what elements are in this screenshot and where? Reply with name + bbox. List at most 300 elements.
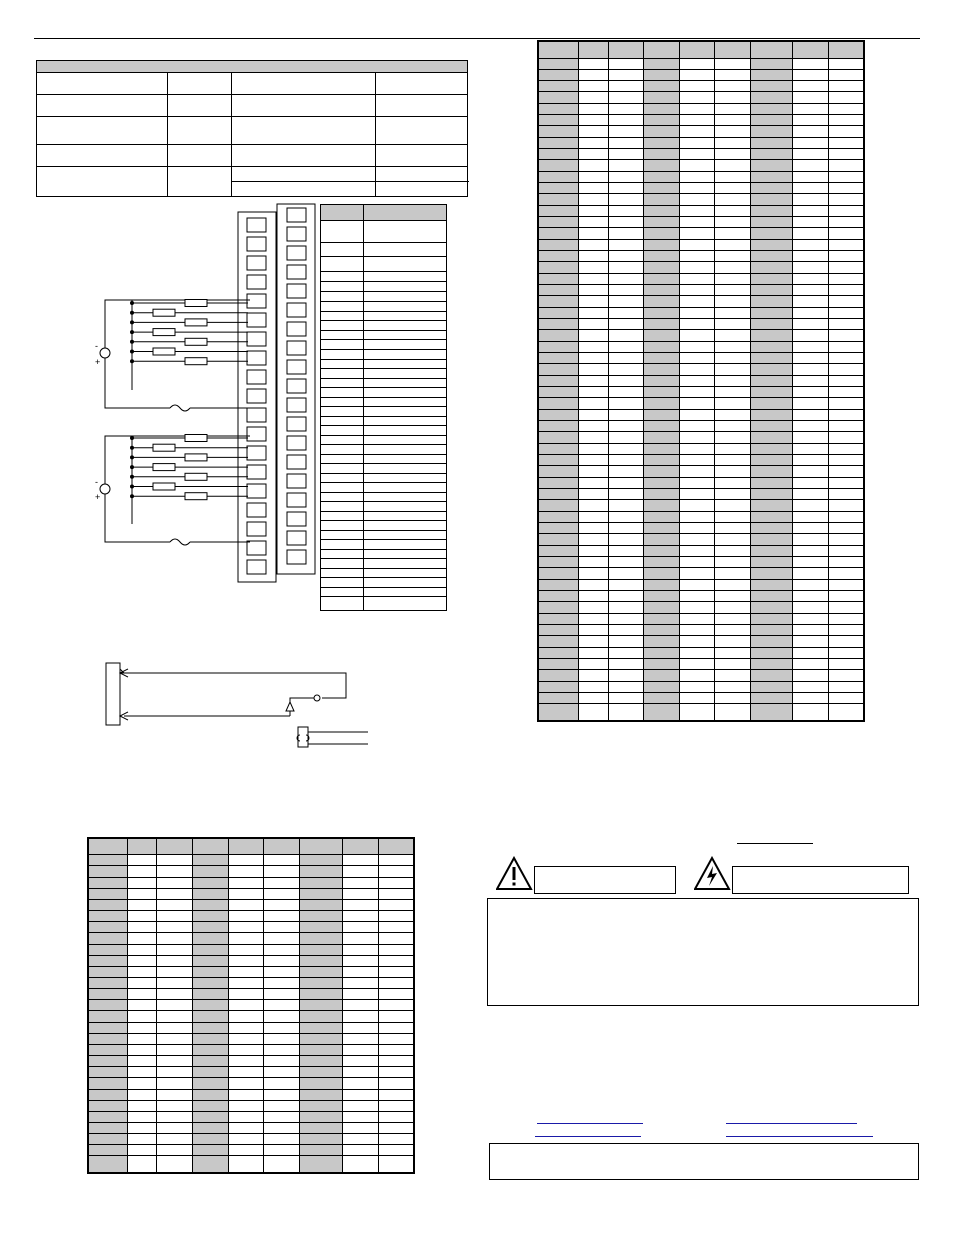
table-cell: [715, 364, 751, 375]
table-row: [538, 398, 864, 409]
table-cell: [715, 228, 751, 239]
table-cell: [680, 647, 715, 658]
table-row: [538, 183, 864, 194]
table-row: [538, 590, 864, 601]
voltage-source-bottom: [100, 484, 110, 494]
table-cell: [128, 1022, 157, 1033]
table-cell: [751, 500, 793, 511]
table-cell: [128, 1067, 157, 1078]
terminal: [287, 246, 306, 260]
table-cell: [193, 1078, 229, 1089]
table-cell: [644, 466, 680, 477]
table-row: [538, 409, 864, 420]
table-cell: [579, 103, 609, 114]
table-cell: [128, 1000, 157, 1011]
table-row: [88, 989, 414, 1000]
table-cell: [128, 955, 157, 966]
table-cell: [300, 1011, 343, 1022]
table-cell: [609, 171, 644, 182]
table-cell: [715, 556, 751, 567]
table-row: [88, 922, 414, 933]
table-cell: [538, 545, 579, 556]
link-left-bottom[interactable]: [535, 1136, 641, 1137]
table-cell: [157, 1089, 193, 1100]
table-cell: [715, 58, 751, 69]
terminal: [287, 417, 306, 431]
table-cell: [193, 1044, 229, 1055]
table-row: [538, 602, 864, 613]
table-cell: [829, 307, 865, 318]
table-cell: [644, 432, 680, 443]
table-cell: [193, 1123, 229, 1134]
table-cell: [193, 899, 229, 910]
table-cell: [793, 92, 829, 103]
table-row: [538, 81, 864, 92]
table-row: [538, 160, 864, 171]
resistor: [153, 464, 175, 471]
table-cell: [609, 704, 644, 721]
table-cell: [751, 421, 793, 432]
terminal: [287, 493, 306, 507]
table-cell: [793, 398, 829, 409]
table-cell: [751, 432, 793, 443]
table-cell: [751, 545, 793, 556]
table-cell: [229, 1033, 264, 1044]
terminal: [287, 474, 306, 488]
table-cell: [751, 647, 793, 658]
table-cell: [193, 877, 229, 888]
table-cell: [229, 922, 264, 933]
table-cell: [264, 977, 300, 988]
table-row: [538, 92, 864, 103]
table-cell: [538, 398, 579, 409]
table-cell: [751, 387, 793, 398]
bottom-data-table: [87, 837, 415, 1174]
pin-row: [321, 220, 446, 221]
link-left-top[interactable]: [537, 1123, 643, 1124]
table-cell: [379, 1056, 415, 1067]
table-cell: [644, 454, 680, 465]
table-cell: [829, 183, 865, 194]
table-cell: [538, 568, 579, 579]
table-cell: [644, 704, 680, 721]
table-cell: [751, 296, 793, 307]
table-cell: [751, 692, 793, 703]
table-cell: [193, 922, 229, 933]
table-cell: [680, 41, 715, 58]
table-cell: [157, 1011, 193, 1022]
table-cell: [300, 1000, 343, 1011]
table-cell: [579, 273, 609, 284]
table-cell: [193, 1134, 229, 1145]
table-cell: [609, 92, 644, 103]
table-cell: [644, 681, 680, 692]
table-cell: [579, 409, 609, 420]
table-cell: [644, 137, 680, 148]
table-cell: [343, 922, 379, 933]
table-row: [538, 341, 864, 352]
table-cell: [644, 387, 680, 398]
table-cell: [343, 1111, 379, 1122]
table-cell: [609, 319, 644, 330]
table-row: [538, 421, 864, 432]
table-cell: [715, 69, 751, 80]
polarity-minus: -: [95, 341, 98, 351]
table-cell: [715, 160, 751, 171]
table-cell: [751, 568, 793, 579]
table-cell: [715, 319, 751, 330]
table-cell: [579, 330, 609, 341]
table-cell: [644, 602, 680, 613]
table-cell: [829, 160, 865, 171]
table-row: [88, 1134, 414, 1145]
table-cell: [751, 375, 793, 386]
table-cell: [579, 602, 609, 613]
table-cell: [644, 41, 680, 58]
table-cell: [229, 1156, 264, 1173]
table-cell: [579, 58, 609, 69]
table-cell: [829, 341, 865, 352]
table-cell: [680, 92, 715, 103]
pin-row: [321, 339, 446, 340]
link-right-bottom[interactable]: [726, 1136, 873, 1137]
table-cell: [579, 307, 609, 318]
table-row: [538, 387, 864, 398]
table-cell: [715, 488, 751, 499]
table-cell: [644, 522, 680, 533]
table-row: [538, 69, 864, 80]
table-cell: [538, 273, 579, 284]
table-cell: [264, 1033, 300, 1044]
table-cell: [793, 658, 829, 669]
table-cell: [609, 103, 644, 114]
table-cell: [343, 1011, 379, 1022]
table-cell: [538, 239, 579, 250]
table-cell: [128, 1123, 157, 1134]
table-cell: [157, 911, 193, 922]
table-cell: [343, 966, 379, 977]
table-cell: [793, 330, 829, 341]
pin-row: [321, 463, 446, 464]
table-cell: [579, 511, 609, 522]
table-cell: [88, 1089, 128, 1100]
table-cell: [157, 855, 193, 866]
table-row: [538, 658, 864, 669]
table-cell: [793, 511, 829, 522]
table-cell: [751, 194, 793, 205]
table-row: [538, 307, 864, 318]
terminal: [247, 560, 266, 574]
table-cell: [379, 1134, 415, 1145]
table-cell: [379, 933, 415, 944]
table-cell: [680, 681, 715, 692]
table-cell: [579, 681, 609, 692]
table-cell: [793, 353, 829, 364]
table-cell: [609, 273, 644, 284]
table-cell: [715, 522, 751, 533]
table-cell: [751, 307, 793, 318]
table-cell: [644, 488, 680, 499]
table-cell: [715, 251, 751, 262]
junction-dot: [131, 360, 134, 363]
table-cell: [793, 149, 829, 160]
table-row: [538, 488, 864, 499]
table-cell: [751, 103, 793, 114]
table-cell: [751, 183, 793, 194]
table-cell: [193, 838, 229, 855]
table-cell: [793, 285, 829, 296]
table-cell: [609, 500, 644, 511]
table-cell: [680, 658, 715, 669]
table-cell: [579, 398, 609, 409]
pin-row: [321, 387, 446, 388]
table-cell: [128, 944, 157, 955]
terminal: [247, 256, 266, 270]
table-cell: [343, 899, 379, 910]
table-cell: [300, 1145, 343, 1156]
table-cell: [680, 443, 715, 454]
pin-row: [321, 291, 446, 292]
table-cell: [579, 432, 609, 443]
table-cell: [793, 636, 829, 647]
terminal: [287, 455, 306, 469]
table-cell: [609, 421, 644, 432]
table-cell: [609, 228, 644, 239]
table-cell: [751, 353, 793, 364]
table-cell: [300, 1123, 343, 1134]
table-cell: [157, 977, 193, 988]
table-cell: [715, 398, 751, 409]
table-cell: [128, 1089, 157, 1100]
table-cell: [88, 1145, 128, 1156]
table-cell: [644, 477, 680, 488]
junction-dot: [131, 302, 134, 305]
table-cell: [343, 955, 379, 966]
terminal: [287, 227, 306, 241]
table-cell: [379, 899, 415, 910]
terminal: [247, 503, 266, 517]
table-cell: [379, 1078, 415, 1089]
table-cell: [793, 115, 829, 126]
table-row: [538, 171, 864, 182]
table-cell: [128, 977, 157, 988]
table-cell: [680, 409, 715, 420]
table-cell: [193, 855, 229, 866]
pin-row: [321, 406, 446, 407]
table-cell: [538, 681, 579, 692]
table-cell: [300, 899, 343, 910]
table-cell: [680, 398, 715, 409]
table-cell: [88, 1156, 128, 1173]
pin-row: [321, 530, 446, 531]
table-cell: [680, 183, 715, 194]
table-cell: [343, 1033, 379, 1044]
table-cell: [680, 545, 715, 556]
table-cell: [157, 1044, 193, 1055]
table-cell: [379, 1033, 415, 1044]
table-row: [88, 1044, 414, 1055]
table-cell: [88, 1111, 128, 1122]
lightning-triangle-icon: [694, 856, 734, 892]
table-cell: [829, 205, 865, 216]
table-cell: [538, 171, 579, 182]
table-cell: [829, 432, 865, 443]
table-cell: [751, 681, 793, 692]
pin-row: [321, 587, 446, 588]
table-cell: [715, 375, 751, 386]
table-row: [538, 454, 864, 465]
table-cell: [300, 977, 343, 988]
table-cell: [128, 1100, 157, 1111]
table-cell: [538, 624, 579, 635]
table-cell: [680, 613, 715, 624]
table-cell: [609, 466, 644, 477]
terminal: [287, 303, 306, 317]
table-cell: [193, 977, 229, 988]
table-cell: [609, 409, 644, 420]
table-cell: [343, 989, 379, 1000]
link-right-top[interactable]: [726, 1123, 857, 1124]
table-cell: [193, 944, 229, 955]
table-cell: [343, 1089, 379, 1100]
table-cell: [715, 704, 751, 721]
table-cell: [193, 866, 229, 877]
table-cell: [680, 670, 715, 681]
table-cell: [193, 1145, 229, 1156]
table-cell: [157, 1022, 193, 1033]
table-row: [88, 1022, 414, 1033]
table-row: [538, 217, 864, 228]
table-row: [538, 647, 864, 658]
col-divider: [375, 72, 376, 196]
table-cell: [644, 205, 680, 216]
table-cell: [193, 1111, 229, 1122]
table-cell: [157, 1111, 193, 1122]
table-cell: [680, 205, 715, 216]
table-cell: [609, 432, 644, 443]
table-cell: [229, 1100, 264, 1111]
table-cell: [715, 454, 751, 465]
table-cell: [715, 149, 751, 160]
table-cell: [609, 239, 644, 250]
sensor-block: [298, 727, 308, 747]
table-cell: [229, 911, 264, 922]
table-cell: [609, 307, 644, 318]
table-cell: [579, 421, 609, 432]
table-cell: [644, 579, 680, 590]
table-cell: [579, 92, 609, 103]
table-cell: [264, 1145, 300, 1156]
table-cell: [300, 855, 343, 866]
table-cell: [793, 137, 829, 148]
table-cell: [579, 556, 609, 567]
table-cell: [609, 624, 644, 635]
table-cell: [829, 624, 865, 635]
table-cell: [579, 41, 609, 58]
terminal: [287, 512, 306, 526]
table-cell: [644, 670, 680, 681]
table-row: [538, 228, 864, 239]
table-cell: [829, 590, 865, 601]
table-row: [88, 1078, 414, 1089]
table-cell: [751, 228, 793, 239]
table-cell: [793, 239, 829, 250]
table-row: [538, 41, 864, 58]
table-cell: [379, 888, 415, 899]
table-row: [538, 330, 864, 341]
table-cell: [644, 590, 680, 601]
table-cell: [680, 466, 715, 477]
spec-table: [36, 60, 468, 197]
terminal: [247, 275, 266, 289]
table-cell: [609, 545, 644, 556]
terminal: [287, 436, 306, 450]
table-cell: [579, 69, 609, 80]
table-cell: [680, 692, 715, 703]
table-cell: [609, 137, 644, 148]
table-cell: [579, 443, 609, 454]
table-cell: [829, 579, 865, 590]
table-cell: [300, 1056, 343, 1067]
table-cell: [609, 534, 644, 545]
table-cell: [829, 41, 865, 58]
table-cell: [793, 704, 829, 721]
table-cell: [715, 443, 751, 454]
table-cell: [715, 41, 751, 58]
table-cell: [715, 262, 751, 273]
table-row: [538, 443, 864, 454]
table-cell: [751, 624, 793, 635]
table-cell: [793, 443, 829, 454]
table-cell: [644, 319, 680, 330]
table-row: [88, 838, 414, 855]
table-cell: [128, 838, 157, 855]
table-cell: [343, 1078, 379, 1089]
pin-row: [321, 511, 446, 512]
table-row: [538, 319, 864, 330]
spec-table-header: [37, 61, 467, 73]
table-cell: [829, 602, 865, 613]
table-row: [538, 568, 864, 579]
table-cell: [300, 1134, 343, 1145]
table-cell: [829, 613, 865, 624]
table-cell: [579, 568, 609, 579]
table-cell: [343, 1156, 379, 1173]
table-cell: [88, 966, 128, 977]
table-cell: [793, 624, 829, 635]
table-cell: [829, 228, 865, 239]
table-cell: [715, 421, 751, 432]
table-cell: [680, 534, 715, 545]
table-cell: [264, 838, 300, 855]
table-cell: [193, 933, 229, 944]
table-cell: [300, 1089, 343, 1100]
table-cell: [579, 239, 609, 250]
table-cell: [264, 1011, 300, 1022]
terminal: [247, 522, 266, 536]
table-cell: [579, 545, 609, 556]
pin-row: [321, 301, 446, 302]
table-row: [88, 1156, 414, 1173]
table-cell: [715, 477, 751, 488]
table-cell: [343, 1000, 379, 1011]
table-cell: [538, 613, 579, 624]
pin-row: [321, 320, 446, 321]
table-cell: [193, 1067, 229, 1078]
junction-dot: [131, 456, 134, 459]
table-cell: [680, 239, 715, 250]
table-cell: [538, 41, 579, 58]
